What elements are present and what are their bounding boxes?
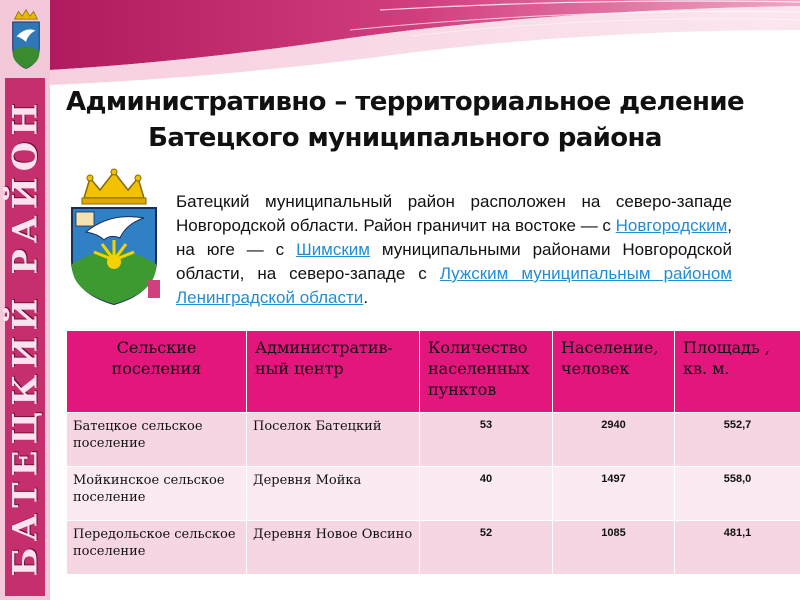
- admin-center: Деревня Мойка: [247, 467, 420, 521]
- page-title: [60, 84, 750, 156]
- population: 1497: [553, 467, 675, 521]
- decorative-swoosh: [50, 0, 800, 85]
- table-row: [67, 467, 800, 521]
- link-luzhsky[interactable]: Лужским муниципальным районом Ленинградской области: [176, 264, 732, 307]
- link-novgorodsky[interactable]: Новгородским: [615, 216, 728, 235]
- area: 558,0: [675, 467, 800, 521]
- description-text-4: .: [363, 288, 369, 307]
- localities-count: 53: [420, 413, 553, 467]
- vertical-district-title: [5, 78, 45, 596]
- population: 1085: [553, 521, 675, 575]
- area: 481,1: [675, 521, 800, 575]
- page-title-line-2: Батецкого муниципального района: [148, 123, 662, 153]
- coat-of-arms-icon: [7, 4, 45, 76]
- column-header-population: Население, человек: [553, 331, 675, 413]
- area: 552,7: [675, 413, 800, 467]
- column-header-localities-count: Количество населенных пунктов: [420, 331, 553, 413]
- coat-of-arms-icon: [64, 168, 164, 310]
- description-text-1: Батецкий муниципальный район расположен на северо-западе Новгородской области. Район граничит на востоке — с: [176, 192, 732, 235]
- admin-center: Поселок Батецкий: [247, 413, 420, 467]
- localities-count: 40: [420, 467, 553, 521]
- localities-count: 52: [420, 521, 553, 575]
- link-shimsky[interactable]: Шимским: [296, 240, 370, 259]
- column-header-settlements: Сельские поселения: [67, 331, 247, 413]
- page-title-line-1: Административно – территориальное деление: [65, 87, 745, 117]
- column-header-admin-center: Административ-ный центр: [247, 331, 420, 413]
- table-header-row: [67, 331, 800, 413]
- description-text-3: муниципальными районами Новгородской области, на северо-западе с: [176, 240, 732, 283]
- settlements-table: [66, 330, 800, 560]
- description-text-2: , на юге — с: [176, 216, 733, 259]
- table-row: [67, 521, 800, 575]
- settlement-name: Батецкое сельское поселение: [67, 413, 247, 467]
- table-row: [67, 413, 800, 467]
- district-description: [176, 190, 732, 310]
- admin-center: Деревня Новое Овсино: [247, 521, 420, 575]
- settlement-name: Мойкинское сельское поселение: [67, 467, 247, 521]
- population: 2940: [553, 413, 675, 467]
- column-header-area: Площадь , кв. м.: [675, 331, 800, 413]
- vertical-district-title-text: БАТЕЦКИЙ РАЙОН: [5, 97, 46, 577]
- settlement-name: Передольское сельское поселение: [67, 521, 247, 575]
